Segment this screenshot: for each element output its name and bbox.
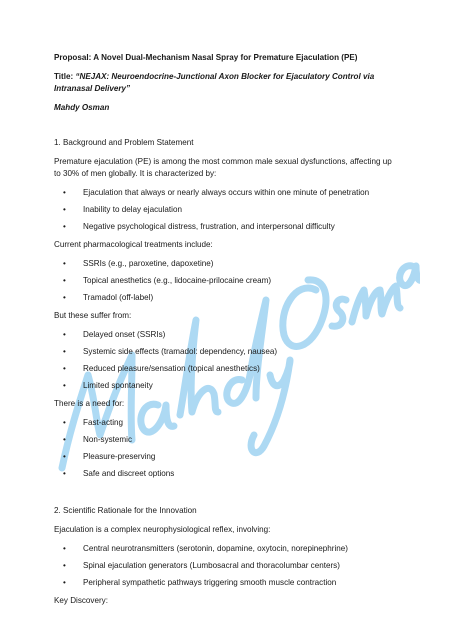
list-item [54,557,400,574]
title-text: “NEJAX: Neuroendocrine-Junctional Axon Blocker for Ejaculatory Control via Intranasal Delivery” [54,72,375,93]
list-item [54,272,400,289]
bullet-icon: • [63,330,66,339]
list-item [54,255,400,272]
bullet-icon: • [63,435,66,444]
list-item-text: Peripheral sympathetic pathways triggering smooth muscle contraction [83,578,337,587]
list-item [54,465,400,482]
list-item-text: Reduced pleasure/sensation (topical anesthetics) [83,364,260,373]
list-item-text: Fast-acting [83,418,124,427]
list-item [54,201,400,218]
characteristics-list [54,184,400,235]
list-item [54,377,400,394]
list-item [54,360,400,377]
document-body [54,52,400,611]
list-item-text: Safe and discreet options [83,469,175,478]
bullet-icon: • [63,381,66,390]
list-item [54,574,400,591]
list-item [54,448,400,465]
bullet-icon: • [63,222,66,231]
bullet-icon: • [63,452,66,461]
bullet-icon: • [63,276,66,285]
list-item [54,343,400,360]
bullet-icon: • [63,578,66,587]
list-item [54,540,400,557]
list-item [54,414,400,431]
need-intro: There is a need for: [54,399,125,408]
list-item-text: SSRIs (e.g., paroxetine, dapoxetine) [83,259,214,268]
reflex-components-list [54,540,400,591]
document-title [54,71,400,95]
bullet-icon: • [63,205,66,214]
list-item-text: Topical anesthetics (e.g., lidocaine-prilocaine cream) [83,276,272,285]
list-item [54,431,400,448]
drawbacks-list [54,326,400,394]
list-item [54,289,400,306]
bullet-icon: • [63,188,66,197]
list-item [54,218,400,235]
needs-list [54,414,400,482]
list-item-text: Ejaculation that always or nearly always occurs within one minute of penetration [83,188,370,197]
bullet-icon: • [63,293,66,302]
key-discovery-label: Key Discovery: [54,596,108,605]
list-item-text: Non-systemic [83,435,133,444]
list-item-text: Tramadol (off-label) [83,293,154,302]
bullet-icon: • [63,561,66,570]
bullet-icon: • [63,364,66,373]
treatments-list [54,255,400,306]
list-item-text: Limited spontaneity [83,381,153,390]
author-name: Mahdy Osman [54,103,110,112]
list-item-text: Systemic side effects (tramadol: dependency, nausea) [83,347,278,356]
list-item-text: Delayed onset (SSRIs) [83,330,166,339]
list-item-text: Negative psychological distress, frustration, and interpersonal difficulty [83,222,335,231]
list-item-text: Inability to delay ejaculation [83,205,182,214]
bullet-icon: • [63,418,66,427]
section-2-intro: Ejaculation is a complex neurophysiological reflex, involving: [54,525,271,534]
list-item-text: Pleasure-preserving [83,452,156,461]
treatments-intro: Current pharmacological treatments include: [54,240,213,249]
bullet-icon: • [63,544,66,553]
proposal-heading: Proposal: A Novel Dual-Mechanism Nasal Spray for Premature Ejaculation (PE) [54,53,358,62]
list-item-text: Spinal ejaculation generators (Lumbosacral and thoracolumbar centers) [83,561,340,570]
suffer-intro: But these suffer from: [54,311,132,320]
section-1-intro: Premature ejaculation (PE) is among the most common male sexual dysfunctions, affecting up to 30% of men globally. It is characterized by: [54,157,392,178]
bullet-icon: • [63,259,66,268]
section-spacer [54,486,400,505]
title-label: Title: [54,72,74,81]
section-2-heading: 2. Scientific Rationale for the Innovation [54,506,197,515]
section-1-heading: 1. Background and Problem Statement [54,138,194,147]
bullet-icon: • [63,347,66,356]
list-item [54,184,400,201]
list-item-text: Central neurotransmitters (serotonin, dopamine, oxytocin, norepinephrine) [83,544,348,553]
bullet-icon: • [63,469,66,478]
list-item [54,326,400,343]
